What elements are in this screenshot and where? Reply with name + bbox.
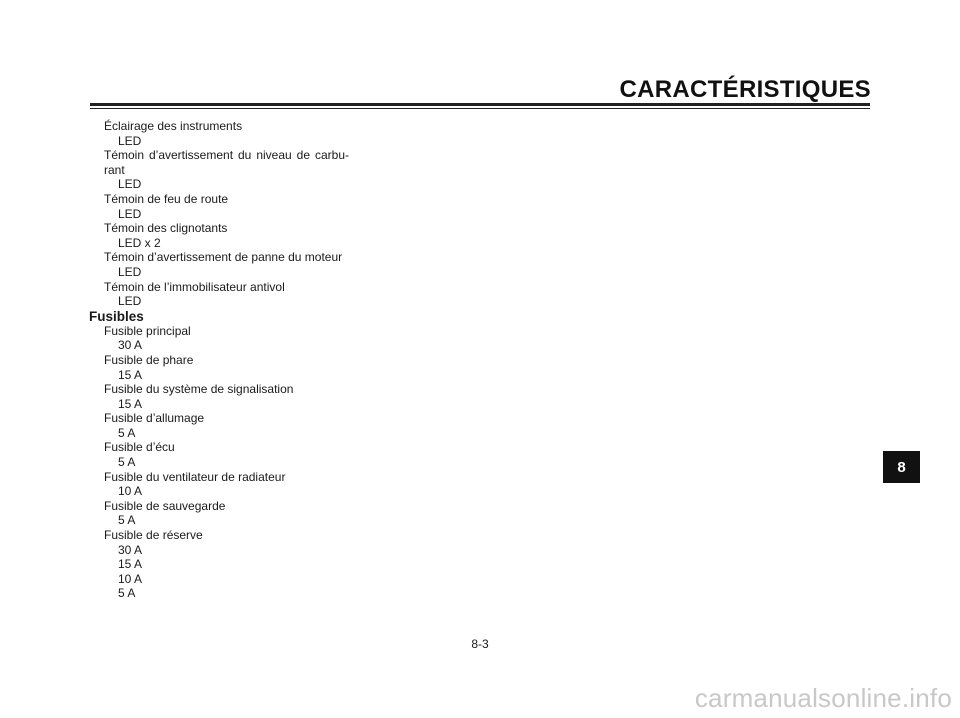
spec-label: Fusible de phare: [104, 352, 194, 367]
spec-value: LED: [118, 294, 142, 309]
page-title: CARACTÉRISTIQUES: [619, 76, 871, 103]
spec-value: LED: [118, 264, 142, 279]
spec-label: Fusible du système de signalisation: [104, 382, 294, 397]
spec-value: 15 A: [118, 557, 143, 572]
header-rule-thin: [90, 108, 870, 109]
page-number: 8-3: [471, 637, 489, 651]
lights-list: [89, 119, 349, 309]
spec-content: [89, 119, 349, 601]
spec-value: 5 A: [118, 586, 136, 601]
spec-label: Fusible principal: [104, 323, 191, 338]
spec-label: Témoin de l’immobilisateur antivol: [104, 279, 285, 294]
spec-value: 10 A: [118, 571, 143, 586]
spec-value: 5 A: [118, 425, 136, 440]
spec-label: Fusible d’allumage: [104, 411, 205, 426]
spec-label: Fusible de réserve: [104, 528, 203, 543]
spec-label: Témoin de feu de route: [104, 191, 229, 206]
section-heading-fuses: Fusibles: [89, 308, 144, 324]
spec-value: LED: [118, 133, 142, 148]
spec-value: 5 A: [118, 513, 136, 528]
chapter-tab: 8: [883, 451, 920, 483]
spec-label: Fusible d’écu: [104, 440, 175, 455]
spec-value: LED x 2: [118, 235, 161, 250]
spec-value: 15 A: [118, 396, 143, 411]
spec-label: Fusible de sauvegarde: [104, 498, 226, 513]
spec-value: LED: [118, 206, 142, 221]
spec-value: 15 A: [118, 367, 143, 382]
spec-label: Témoin d’avertissement de panne du moteur: [104, 250, 343, 265]
spec-label: Éclairage des instruments: [104, 119, 243, 133]
spec-label: Témoin d’avertissement du niveau de carbu-rant: [104, 148, 349, 177]
spec-value: LED: [118, 177, 142, 192]
header-rule-thick: [90, 103, 870, 106]
spec-value: 5 A: [118, 455, 136, 470]
spec-label: Témoin des clignotants: [104, 221, 228, 236]
watermark: carmanualsonline.info: [694, 683, 952, 713]
spec-value: 30 A: [118, 338, 143, 353]
spec-value: 30 A: [118, 542, 143, 557]
fuses-list: [89, 324, 349, 601]
spec-label: Fusible du ventilateur de radiateur: [104, 469, 286, 484]
spec-value: 10 A: [118, 484, 143, 499]
